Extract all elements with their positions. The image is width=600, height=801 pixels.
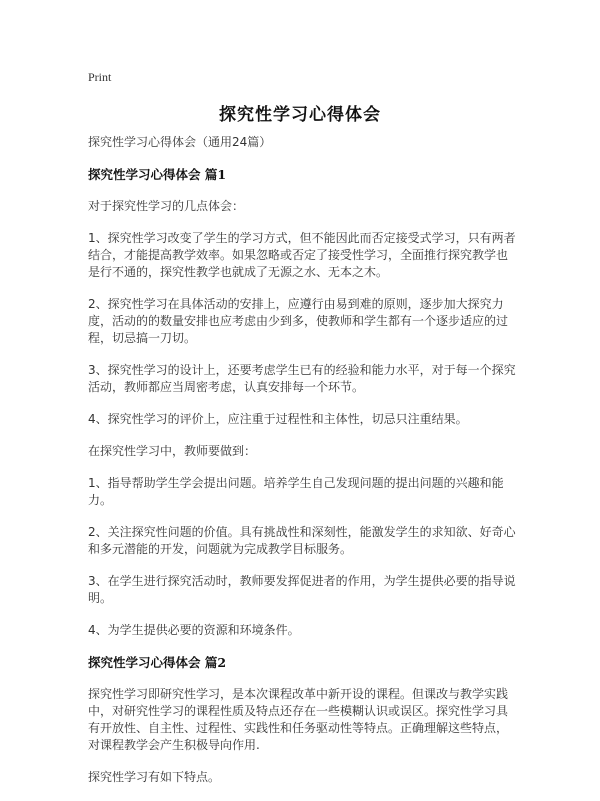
paragraph: 在探究性学习中，教师要做到： <box>88 444 257 458</box>
paragraph: 2、探究性学习在具体活动的安排上，应遵行由易到难的原则，逐步加大探究力度，活动的的数量安排也应考虑由少到多，使教师和学生都有一个逐步适应的过程，切忌搞一刀切。 <box>88 297 509 345</box>
page-title: 探究性学习心得体会 <box>219 105 381 125</box>
paragraph: 4、为学生提供必要的资源和环境条件。 <box>88 623 300 637</box>
paragraph: 1、指导帮助学生学会提出问题。培养学生自己发现问题的提出问题的兴趣和能力。 <box>88 476 504 507</box>
section-heading-2: 探究性学习心得体会 篇2 <box>88 655 227 670</box>
paragraph: 3、在学生进行探究活动时，教师要发挥促进者的作用，为学生提供必要的指导说明。 <box>88 574 516 605</box>
document-body <box>88 134 516 801</box>
paragraph: 3、探究性学习的设计上，还要考虑学生已有的经验和能力水平，对于每一个探究活动，教师都应当周密考虑，认真安排每一个环节。 <box>88 363 516 394</box>
paragraph: 对于探究性学习的几点体会： <box>88 199 245 213</box>
document-subtitle: 探究性学习心得体会（通用24篇） <box>88 135 272 149</box>
paragraph: 探究性学习有如下特点。 <box>88 770 221 784</box>
print-link[interactable]: Print <box>88 70 112 84</box>
paragraph: 探究性学习即研究性学习，是本次课程改革中新开设的课程。但课改与教学实践中，对研究性学习的课程性质及特点还存在一些模糊认识或误区。探究性学习具有开放性、自主性、过程性、实践性和任务驱动性等特点。正确理解这些特点，对课程教学会产生积极导向作用. <box>88 687 509 752</box>
paragraph: 2、关注探究性问题的价值。具有挑战性和深刻性，能激发学生的求知欲、好奇心和多元潜能的开发，问题就为完成教学目标服务。 <box>88 525 516 556</box>
paragraph: 1、探究性学习改变了学生的学习方式，但不能因此而否定接受式学习，只有两者结合，才能提高教学效率。如果忽略或否定了接受性学习，全面推行探究教学也是行不通的，探究性教学也就成了无源之水、无本之木。 <box>88 231 516 279</box>
paragraph: 4、探究性学习的评价上，应注重于过程性和主体性，切忌只注重结果。 <box>88 412 468 426</box>
section-heading-1: 探究性学习心得体会 篇1 <box>88 167 227 182</box>
